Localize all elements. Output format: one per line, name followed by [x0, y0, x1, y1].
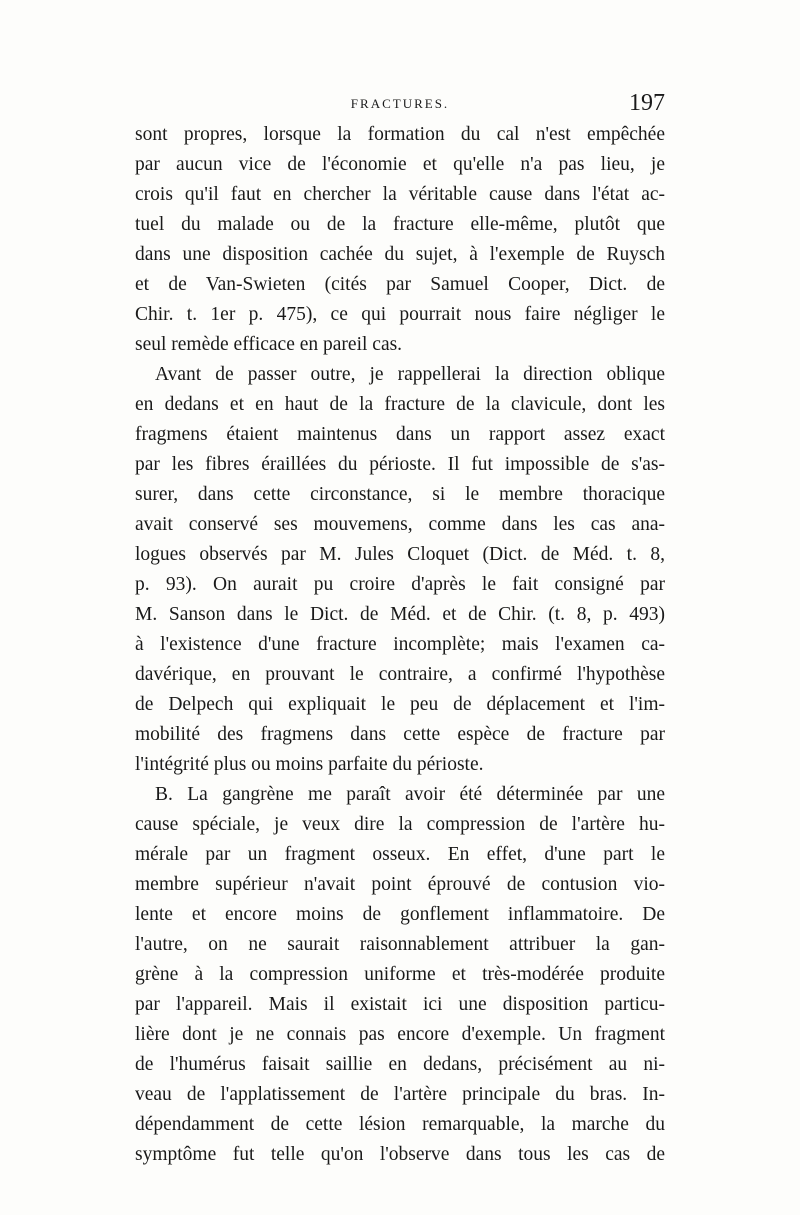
text-line: mérale par un fragment osseux. En effet, d'une part le — [135, 844, 665, 865]
text-line: tuel du malade ou de la fracture elle-même, plutôt que — [135, 214, 665, 235]
text-line: veau de l'applatissement de l'artère principale du bras. In- — [135, 1084, 665, 1105]
text-line: membre supérieur n'avait point éprouvé de contusion vio- — [135, 874, 665, 895]
text-line: p. 93). On aurait pu croire d'après le fait consigné par — [135, 574, 665, 595]
text-line: grène à la compression uniforme et très-modérée produite — [135, 964, 665, 985]
text-line: seul remède efficace en pareil cas. — [135, 334, 403, 355]
text-line: B. La gangrène me paraît avoir été déterminée par une — [155, 784, 665, 805]
text-line: en dedans et en haut de la fracture de la clavicule, dont les — [135, 394, 665, 415]
text-line: avait conservé ses mouvemens, comme dans les cas ana- — [135, 514, 665, 535]
text-line: Chir. t. 1er p. 475), ce qui pourrait nous faire négliger le — [135, 304, 665, 325]
text-line: de l'humérus faisait saillie en dedans, précisément au ni- — [135, 1054, 665, 1075]
text-line: à l'existence d'une fracture incomplète; mais l'examen ca- — [135, 634, 665, 655]
running-title: FRACTURES. — [350, 96, 450, 111]
text-line: M. Sanson dans le Dict. de Méd. et de Chir. (t. 8, p. 493) — [135, 604, 665, 625]
text-line: logues observés par M. Jules Cloquet (Dict. de Méd. t. 8, — [135, 544, 665, 565]
text-line: l'autre, on ne saurait raisonnablement attribuer la gan- — [135, 934, 665, 955]
text-line: davérique, en prouvant le contraire, a confirmé l'hypothèse — [135, 664, 665, 685]
text-line: cause spéciale, je veux dire la compression de l'artère hu- — [135, 814, 665, 835]
text-line: Avant de passer outre, je rappellerai la direction oblique — [155, 364, 665, 385]
body-text — [135, 120, 665, 1170]
text-line: lière dont je ne connais pas encore d'exemple. Un fragment — [135, 1024, 665, 1045]
text-line: l'intégrité plus ou moins parfaite du périoste. — [135, 754, 484, 775]
page-header — [135, 88, 665, 118]
text-line: par l'appareil. Mais il existait ici une disposition particu- — [135, 994, 665, 1015]
text-line: surer, dans cette circonstance, si le membre thoracique — [135, 484, 665, 505]
text-line: dans une disposition cachée du sujet, à l'exemple de Ruysch — [135, 244, 665, 265]
text-line: dépendamment de cette lésion remarquable, la marche du — [135, 1114, 665, 1135]
text-line: et de Van-Swieten (cités par Samuel Cooper, Dict. de — [135, 274, 665, 295]
page-number: 197 — [629, 90, 665, 116]
text-line: par les fibres éraillées du périoste. Il fut impossible de s'as- — [135, 454, 665, 475]
text-line: crois qu'il faut en chercher la véritable cause dans l'état ac- — [135, 184, 665, 205]
text-line: par aucun vice de l'économie et qu'elle n'a pas lieu, je — [135, 154, 665, 175]
text-line: fragmens étaient maintenus dans un rapport assez exact — [135, 424, 665, 445]
text-line: lente et encore moins de gonflement inflammatoire. De — [135, 904, 665, 925]
text-line: sont propres, lorsque la formation du cal n'est empêchée — [135, 124, 665, 145]
text-line: mobilité des fragmens dans cette espèce de fracture par — [135, 724, 665, 745]
text-line: symptôme fut telle qu'on l'observe dans tous les cas de — [135, 1144, 665, 1165]
text-line: de Delpech qui expliquait le peu de déplacement et l'im- — [135, 694, 665, 715]
